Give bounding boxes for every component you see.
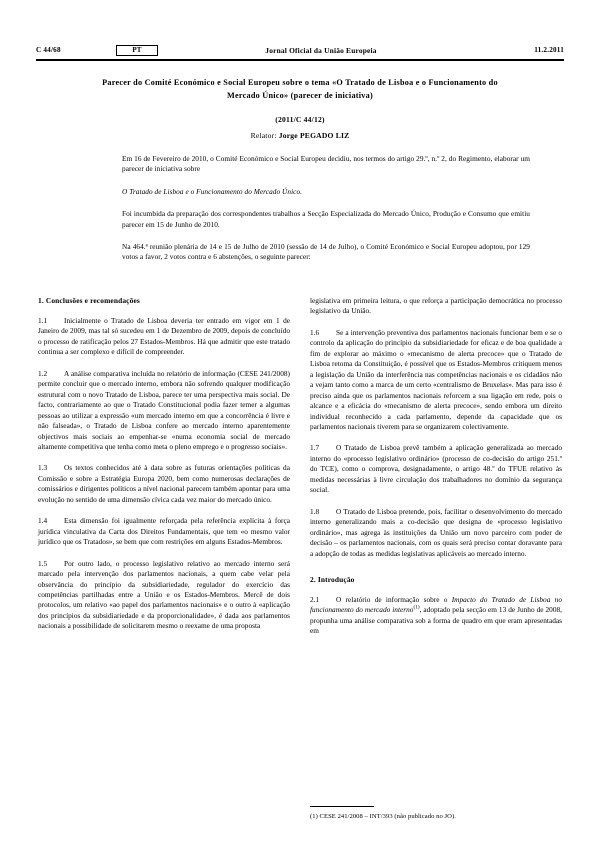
paragraph-number: 1.5 <box>38 558 48 568</box>
intro-paragraph-1: Em 16 de Fevereiro de 2010, o Comité Económico e Social Europeu decidiu, nos termos do artigo 29.º, n.º 2, do Regimento, elaborar um parecer de iniciativa sobre <box>122 154 530 174</box>
paragraph-text: Esta dimensão foi igualmente reforçada pela referência explícita à força jurídica vinculativa da Carta dos Direitos Fundamentais, que tem «o mesmo valor jurídico que os Tratados», se bem que com restrições em alguns Estados-Membros. <box>38 516 290 547</box>
paragraph-1-1 <box>38 316 290 358</box>
title-block <box>90 76 510 124</box>
paragraph-number: 1.1 <box>38 316 48 325</box>
footnote-text: CESE 241/2008 – INT/393 (não publicado no JO). <box>319 813 456 820</box>
paragraph-text: legislativa em primeira leitura, o que reforça a participação democrática no processo legislativo da União. <box>310 296 562 316</box>
paragraph-text: Inicialmente o Tratado de Lisboa deveria ter entrado em vigor em 1 de Janeiro de 2009, mas tal só sucedeu em 1 de Dezembro de 2009, depois de concluído o processo de ratificação pelos 27 Estados-Membros. Há que admitir que este tratado continua a ser complexo e difícil de compreender. <box>38 316 290 357</box>
paragraph-1-5 <box>38 559 290 632</box>
paragraph-1-8 <box>310 507 562 559</box>
column-left <box>38 296 290 643</box>
paragraph-number: 1.4 <box>38 516 48 526</box>
document-reference: (2011/C 44/12) <box>275 115 325 124</box>
footnote-1 <box>310 812 562 821</box>
paragraph-2-1 <box>310 595 562 637</box>
paragraph-1-4 <box>38 516 290 547</box>
rapporteur-name: Jorge PEGADO LIZ <box>278 131 350 140</box>
paragraph-1-2 <box>38 369 290 453</box>
paragraph-number: 1.3 <box>38 463 48 473</box>
paragraph-1-7 <box>310 443 562 495</box>
rapporteur-label: Relator: <box>250 131 277 140</box>
paragraph-text-italic: Impacto do Tratado de Lisboa no funcionamento do mercado interno <box>310 594 562 615</box>
section-heading-conclusions: 1. Conclusões e recomendações <box>38 296 140 305</box>
paragraph-number: 1.6 <box>310 327 320 337</box>
paragraph-text: Os textos conhecidos até à data sobre as futuras orientações políticas da Comissão e sobre a Estratégia Europa 2020, bem como numerosas declarações de comissários e dirigentes políticos a nível nacional parecem também apontar para uma evolução no sentido de uma dimensão cívica cada vez maior do mercado único. <box>38 463 290 504</box>
intro-paragraph-3: Na 464.ª reunião plenária de 14 e 15 de Julho de 2010 (sessão de 14 de Julho), o Comité Económico e Social Europeu adoptou, por 129 votos a favor, 2 votos contra e 6 abstenções, o seguinte parecer: <box>122 242 530 262</box>
footnote-divider <box>310 806 374 807</box>
header-language-badge: PT <box>116 45 158 56</box>
paragraph-text: O Tratado de Lisboa pretende, pois, facilitar o desenvolvimento do mercado interno generalizando mais a co-decisão que designa de «processo legislativo ordinário», mas agrega às instituições da União um novo parceiro com poder de decisão – os parlamentos nacionais, com os quais será preciso contar doravante para a adopção de todas as medidas legislativas aplicáveis ao mercado interno. <box>310 506 562 558</box>
paragraph-text-before-italic: O relatório de informação sobre o <box>336 594 452 604</box>
rapporteur-line <box>90 131 510 140</box>
paragraph-text: Por outro lado, o processo legislativo relativo ao mercado interno será marcado pela intervenção dos parlamentos nacionais, a quem cabe velar pela observância do princípio da subsidiariedade, regulador do exercício das competências partilhadas entre a União e os Estados-Membros. Mercê de dois protocolos, um relativo «ao papel dos parlamentos nacionais» e o outro à «aplicação dos princípios da subsidiariedade e da proporcionalidade», é dada aos parlamentos nacionais a possibilidade de solicitarem mesmo o reexame de uma proposta <box>38 558 290 631</box>
footnote-block <box>310 806 562 821</box>
intro-subject-italic: O Tratado de Lisboa e o Funcionamento do Mercado Único. <box>122 186 303 196</box>
paragraph-number: 2.1 <box>310 594 320 604</box>
header-publication-title: Jornal Oficial da União Europeia <box>265 45 377 55</box>
paragraph-text: A análise comparativa incluída no relatório de informação (CESE 241/2008) permite concluir que o mercado interno, embora não sofrendo qualquer modificação estrutural com o novo Tratado de Lisboa, parece ter uma perspectiva mais social. De facto, contrariamente ao que o Tratado Constitucional podia fazer temer a algumas pessoas ao utilizar a expressão «um mercado interno em que a concorrência é livre e não falseada», o Tratado de Lisboa confere ao mercado interno aparentemente objectivos mais sociais ao empenhar-se «numa economia social de mercado altamente competitiva que tenha como meta o pleno emprego e o progresso sociais». <box>38 368 290 451</box>
paragraph-number: 1.2 <box>38 368 48 378</box>
paragraph-text-after-italic: , adoptado pela secção em 13 de Junho de 2008, propunha uma análise comparativa sob a forma de quadro em que eram apresentadas em <box>310 605 563 636</box>
section-heading-introduction: 2. Introdução <box>310 574 355 584</box>
footnote-marker: (1) <box>413 605 420 611</box>
header-divider <box>36 59 564 61</box>
column-right <box>310 296 562 648</box>
paragraph-number: 1.7 <box>310 443 320 453</box>
footnote-number: (1) <box>310 813 318 820</box>
paragraph-text: O Tratado de Lisboa prevê também a aplicação generalizada ao mercado interno do «processo legislativo ordinário» (processo de co-decisão do artigo 251.º do TCE), como o comprova, designadamente, o artigo 48.º do TFUE relativo às medidas necessárias à livre circulação dos trabalhadores no domínio da segurança social. <box>310 443 562 495</box>
paragraph-number: 1.8 <box>310 506 320 516</box>
paragraph-text: Se a intervenção preventiva dos parlamentos nacionais funcionar bem e se o controlo da aplicação do princípio da subsidiariedade for eficaz e de boa qualidade a fim de explorar ao máximo o «mecanismo de alerta precoce» que o Tratado de Lisboa retoma da Constituição, é possível que os Estados-Membros critiquem menos a legislação da União da interferência nas competências nacionais e os cidadãos não a vejam tanto como a marca de um certo «centralismo de Bruxelas». Mas para isso é preciso ainda que os parlamentos nacionais reforcem a sua ligação em rede, pois o alcance e a eficácia do «mecanismo de alerta precoce», sendo embora um direito individual reconhecido a cada parlamento, depende da capacidade que os parlamentos nacionais tiverem para se organizarem colectivamente. <box>310 327 562 431</box>
header-page-reference: C 44/68 <box>36 46 61 54</box>
running-header <box>36 42 564 58</box>
header-date: 11.2.2011 <box>534 46 564 54</box>
paragraph-1-6 <box>310 328 562 433</box>
intro-paragraph-2: Foi incumbida da preparação dos correspondentes trabalhos a Secção Especializada do Mercado Único, Produção e Consumo que emitiu parecer em 15 de Junho de 2010. <box>122 209 530 229</box>
paragraph-1-5-continued <box>310 296 562 317</box>
document-title: Parecer do Comité Económico e Social Europeu sobre o tema «O Tratado de Lisboa e o Funcionamento do Mercado Único» (parecer de iniciativa) <box>102 78 498 100</box>
intro-block <box>122 154 530 275</box>
paragraph-1-3 <box>38 463 290 505</box>
